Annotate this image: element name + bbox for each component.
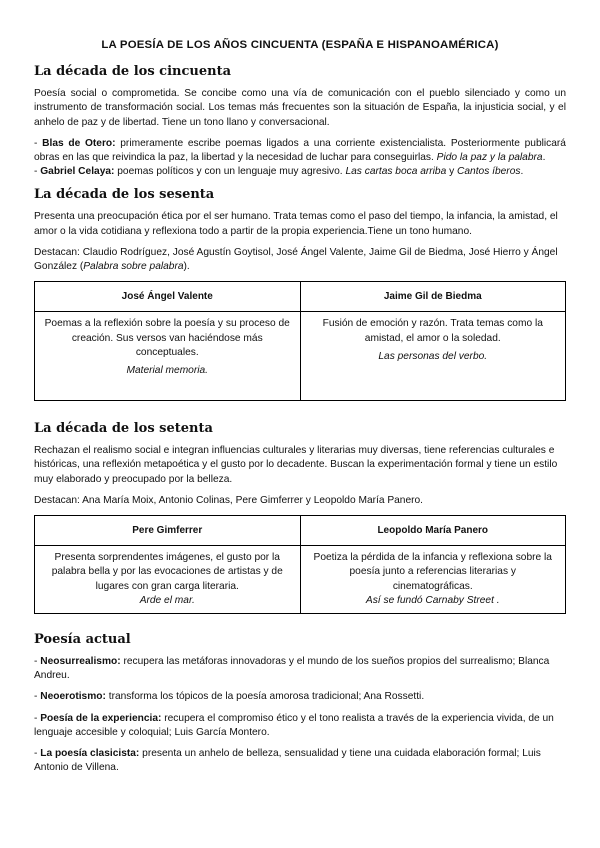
table-cell: Presenta sorprendentes imágenes, el gusto por la palabra bella y por las evocaciones de artistas y de lugares con gran carga literaria. Arde el mar. [35, 546, 301, 614]
table-cell: Poemas a la reflexión sobre la poesía y su proceso de creación. Sus versos van haciéndose más conceptuales. Material memoria. [35, 312, 301, 401]
table-header-cell: Jaime Gil de Biedma [300, 282, 566, 312]
table-cell: Poetiza la pérdida de la infancia y reflexiona sobre la poesía junto a referencias literarias y cinematográficas. Así se fundó Carnaby Street . [300, 546, 566, 614]
table-row [35, 546, 566, 614]
table-header-cell: Leopoldo María Panero [300, 516, 566, 546]
work-title: Cantos íberos [457, 166, 521, 178]
table-header-cell: Pere Gimferrer [35, 516, 301, 546]
author-name: Gabriel Celaya: [40, 166, 115, 178]
table-header-row [35, 282, 566, 312]
work-title: Pido la paz y la palabra [436, 152, 543, 164]
document-page [34, 38, 566, 783]
table-header-cell: José Ángel Valente [35, 282, 301, 312]
heading-actual: Poesía actual [34, 632, 131, 648]
destacan-setenta: Destacan: Ana María Moix, Antonio Colinas, Pere Gimferrer y Leopoldo María Panero. [34, 494, 424, 506]
heading-setenta: La década de los setenta [34, 421, 213, 437]
list-item: - Poesía de la experiencia: recupera el compromiso ético y el tono realista a través de la experiencia vivida, de un lenguaje accesible y coloquial; Luis García Montero. [34, 712, 554, 738]
heading-cincuenta: La década de los cincuenta [34, 64, 231, 80]
heading-sesenta: La década de los sesenta [34, 187, 215, 203]
authors-table-setenta [34, 515, 566, 614]
intro-setenta: Rechazan el realismo social e integran influencias culturales y literarias muy diversas, tiene referencias culturales e históricas, una reflexión metapoética y el gusto por lo decadente. Buscan la experimentación formal y tiene un estilo muy elaborado y preocupado por la belleza. [34, 445, 558, 485]
movement-name: Poesía de la experiencia: [40, 712, 162, 724]
work-title: Material memoria. [126, 365, 209, 377]
authors-table-sesenta [34, 281, 566, 401]
list-item: - La poesía clasicista: presenta un anhelo de belleza, sensualidad y tiene una cuidada elaboración formal; Luis Antonio de Villena. [34, 748, 541, 774]
work-title: Las cartas boca arriba [345, 166, 447, 178]
intro-sesenta: Presenta una preocupación ética por el ser humano. Trata temas como el paso del tiempo, la infancia, la amistad, el amor o la vida cotidiana y reflexiona todo a partir de la propia experiencia.Tiene un tono humano. [34, 211, 558, 237]
movement-name: La poesía clasicista: [40, 748, 140, 760]
movement-name: Neosurrealismo: [40, 656, 121, 668]
author-name: Blas de Otero: [42, 137, 116, 149]
table-header-row [35, 516, 566, 546]
author-gabriel-celaya: - Gabriel Celaya: poemas políticos y con un lenguaje muy agresivo. Las cartas boca arriba y Cantos íberos. [34, 166, 524, 178]
author-blas-de-otero: - Blas de Otero: primeramente escribe poemas ligados a una corriente existencialista. Posteriormente publicará obras en las que reivindica la paz, la libertad y la necesidad de luchar para conseguirlas. Pido la paz y la palabra. [34, 137, 566, 164]
movement-name: Neoerotismo: [40, 691, 106, 703]
intro-cincuenta: Poesía social o comprometida. Se concibe como una vía de comunicación con el pueblo silenciado y como un instrumento de transformación social. Los temas más frecuentes son la situación de España, la injusticia social, y el anhelo de paz y de libertad. Tiene un tono llano y conversacional. [34, 88, 566, 128]
work-title: Palabra sobre palabra [83, 261, 184, 273]
list-item: - Neosurrealismo: recupera las metáforas innovadoras y el mundo de los sueños propios del surrealismo; Blanca Andreu. [34, 656, 550, 682]
destacan-sesenta: Destacan: Claudio Rodríguez, José Agustín Goytisol, José Ángel Valente, Jaime Gil de Biedma, José Hierro y Ángel González (Palabra sobre palabra). [34, 246, 558, 273]
work-title: Las personas del verbo. [378, 350, 488, 362]
actual-list [34, 655, 566, 775]
document-title: LA POESÍA DE LOS AÑOS CINCUENTA (ESPAÑA E HISPANOAMÉRICA) [101, 39, 499, 51]
list-item: - Neoerotismo: transforma los tópicos de la poesía amorosa tradicional; Ana Rossetti. [34, 691, 425, 703]
table-row [35, 312, 566, 401]
table-cell: Fusión de emoción y razón. Trata temas como la amistad, el amor o la soledad. Las personas del verbo. [300, 312, 566, 401]
work-title: Arde el mar. [139, 594, 195, 606]
work-title: Así se fundó Carnaby Street . [365, 594, 500, 606]
